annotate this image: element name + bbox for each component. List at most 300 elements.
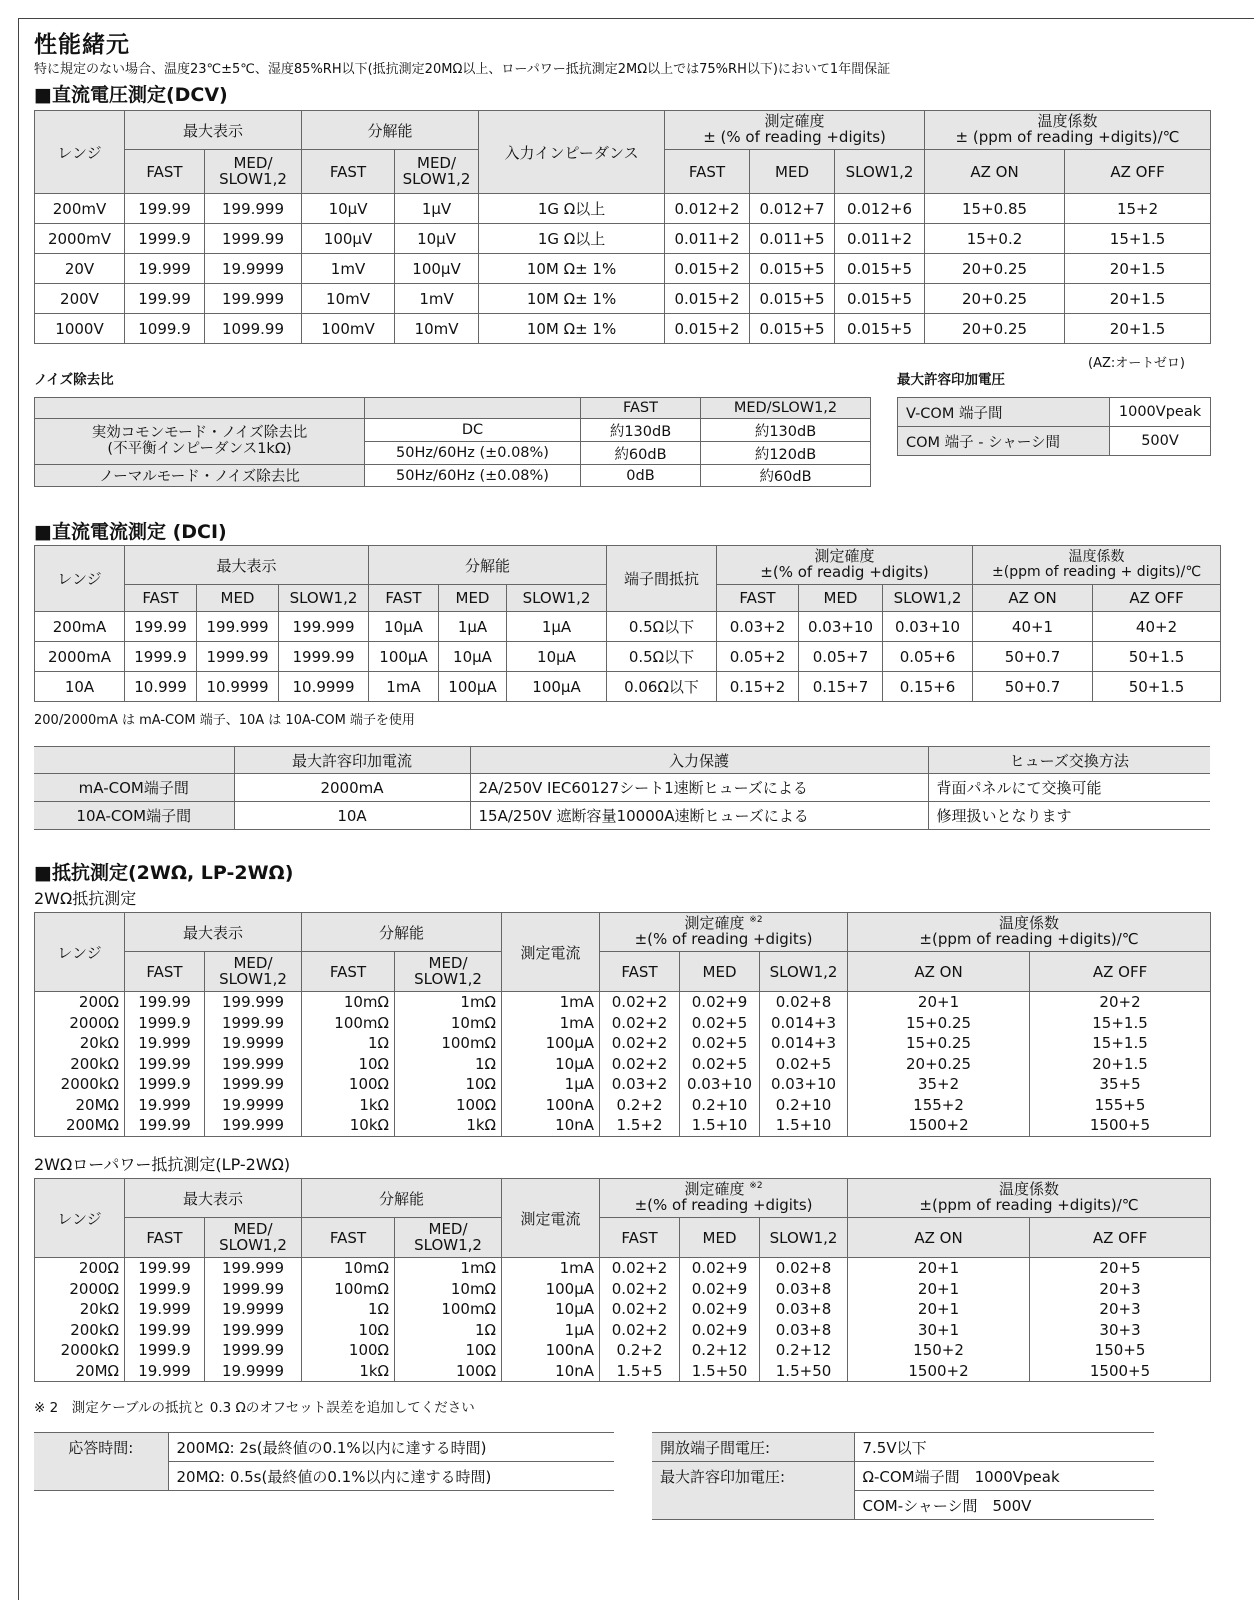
value-cell: 15+1.5 (1030, 1013, 1211, 1034)
value-cell: 0.03+10 (799, 612, 883, 642)
value-cell: 150+2 (848, 1340, 1030, 1361)
value-cell: 199.999 (205, 1115, 302, 1136)
range-cell: 20MΩ (35, 1095, 125, 1116)
value-cell: 1999.9 (125, 1074, 205, 1095)
value-cell: 100nA (502, 1095, 600, 1116)
value-cell: 100mΩ (302, 1279, 395, 1300)
value-cell: 100Ω (395, 1361, 502, 1382)
value-cell: 0.015+5 (835, 314, 925, 344)
value-cell: 0.2+12 (760, 1340, 848, 1361)
fuse-cell: 修理扱いとなります (928, 802, 1210, 830)
noise-cell: 約130dB (701, 419, 871, 442)
lp-col-max-display: 最大表示 (125, 1179, 302, 1218)
noise-cell: 0dB (581, 465, 701, 487)
fuse-table (34, 746, 1210, 830)
az-note: (AZ:オートゼロ) (1088, 356, 1185, 371)
value-cell: 20+1.5 (1065, 284, 1211, 314)
dcv-row (35, 194, 1211, 224)
value-cell: 199.99 (125, 194, 205, 224)
value-cell: 199.999 (205, 1054, 302, 1075)
noise-cell: 約130dB (581, 419, 701, 442)
value-cell: 50+0.7 (973, 672, 1093, 702)
value-cell: 100mΩ (395, 1299, 502, 1320)
value-cell: 0.03+8 (760, 1279, 848, 1300)
lp-col-resolution: 分解能 (302, 1179, 502, 1218)
dci-col-resolution: 分解能 (369, 546, 607, 585)
value-cell: 1999.9 (125, 642, 197, 672)
value-cell: 1999.99 (205, 224, 302, 254)
value-cell: 0.15+2 (717, 672, 799, 702)
lp-sub: FAST (302, 1218, 395, 1258)
value-cell: 0.02+8 (760, 1258, 848, 1279)
value-cell: 1500+2 (848, 1115, 1030, 1136)
value-cell: 1999.99 (205, 1340, 302, 1361)
dcv-col-impedance: 入力インピーダンス (479, 111, 665, 194)
value-cell: 10M Ω± 1% (479, 284, 665, 314)
value-cell: 0.2+10 (760, 1095, 848, 1116)
res-lp-row (35, 1361, 1211, 1382)
open-voltage-value: 7.5V以下 (854, 1433, 1154, 1462)
dci-sub: MED (197, 585, 279, 612)
value-cell: 0.015+5 (835, 254, 925, 284)
fuse-cell: 2000mA (234, 774, 470, 802)
value-cell: 15+0.2 (925, 224, 1065, 254)
dcv-table (34, 110, 1211, 344)
value-cell: 1.5+10 (760, 1115, 848, 1136)
dci-row (35, 672, 1221, 702)
value-cell: 0.012+2 (665, 194, 750, 224)
value-cell: 155+5 (1030, 1095, 1211, 1116)
response-table (34, 1432, 614, 1491)
range-cell: 20MΩ (35, 1361, 125, 1382)
dcv-sub-acc-fast: FAST (665, 150, 750, 194)
value-cell: 1mA (369, 672, 439, 702)
dci-col-terminal-res: 端子間抵抗 (607, 546, 717, 612)
value-cell: 0.02+5 (680, 1013, 760, 1034)
range-cell: 20V (35, 254, 125, 284)
value-cell: 30+3 (1030, 1320, 1211, 1341)
range-cell: 2000mA (35, 642, 125, 672)
noise-cell: 約60dB (701, 465, 871, 487)
res-2w-row (35, 1033, 1211, 1054)
fuse-col-protection: 入力保護 (470, 747, 928, 774)
dci-col-tempco: 温度係数 ±(ppm of reading + digits)/℃ (973, 546, 1221, 585)
res-sub: SLOW1,2 (760, 952, 848, 992)
dci-row (35, 612, 1221, 642)
lp-col-accuracy: 測定確度 $^{※2}$ ±(% of reading +digits) (600, 1179, 848, 1218)
value-cell: 1999.9 (125, 1279, 205, 1300)
value-cell: 199.999 (279, 612, 369, 642)
dci-col-range: レンジ (35, 546, 125, 612)
value-cell: 0.02+5 (680, 1033, 760, 1054)
noise-col-fast: FAST (581, 398, 701, 419)
value-cell: 100μA (502, 1033, 600, 1054)
value-cell: 20+0.25 (925, 254, 1065, 284)
value-cell: 1G Ω以上 (479, 224, 665, 254)
value-cell: 0.2+12 (680, 1340, 760, 1361)
noise-corner (35, 398, 365, 419)
value-cell: 10μV (302, 194, 395, 224)
res-lp-row (35, 1279, 1211, 1300)
lp-col-range: レンジ (35, 1179, 125, 1258)
max-voltage-value: 1000Vpeak (1110, 398, 1211, 427)
value-cell: 10.999 (125, 672, 197, 702)
dci-sub: MED (799, 585, 883, 612)
res-2w-table (34, 912, 1211, 1137)
value-cell: 20+1 (848, 992, 1030, 1013)
value-cell: 20+0.25 (848, 1054, 1030, 1075)
value-cell: 1.5+10 (680, 1115, 760, 1136)
value-cell: 1Ω (395, 1320, 502, 1341)
value-cell: 1mV (395, 284, 479, 314)
range-cell: 200Ω (35, 992, 125, 1013)
value-cell: 20+1.5 (1065, 314, 1211, 344)
value-cell: 0.05+2 (717, 642, 799, 672)
value-cell: 40+1 (973, 612, 1093, 642)
value-cell: 0.02+2 (600, 1279, 680, 1300)
dci-sub: FAST (717, 585, 799, 612)
noise-cmrr-label: 実効コモンモード・ノイズ除去比 (不平衡インピーダンス1kΩ) (35, 419, 365, 465)
range-cell: 2000kΩ (35, 1074, 125, 1095)
noise-table (34, 397, 871, 487)
value-cell: 100μA (439, 672, 507, 702)
value-cell: 1Ω (302, 1299, 395, 1320)
value-cell: 0.014+3 (760, 1033, 848, 1054)
value-cell: 20+2 (1030, 992, 1211, 1013)
value-cell: 1kΩ (395, 1115, 502, 1136)
value-cell: 10μA (439, 642, 507, 672)
dcv-sub-az-off: AZ OFF (1065, 150, 1211, 194)
value-cell: 1099.9 (125, 314, 205, 344)
value-cell: 50+1.5 (1093, 642, 1221, 672)
value-cell: 0.2+2 (600, 1340, 680, 1361)
dcv-sub-res-fast: FAST (302, 150, 395, 194)
value-cell: 199.999 (205, 1320, 302, 1341)
dci-table (34, 545, 1221, 702)
value-cell: 19.9999 (205, 1033, 302, 1054)
value-cell: 0.15+7 (799, 672, 883, 702)
fuse-cell: 10A-COM端子間 (34, 802, 234, 830)
dcv-col-max-display: 最大表示 (125, 111, 302, 150)
value-cell: 0.02+2 (600, 1258, 680, 1279)
range-cell: 2000mV (35, 224, 125, 254)
value-cell: 0.011+2 (835, 224, 925, 254)
range-cell: 200kΩ (35, 1320, 125, 1341)
value-cell: 199.99 (125, 612, 197, 642)
value-cell: 15+0.25 (848, 1013, 1030, 1034)
value-cell: 20+1 (848, 1299, 1030, 1320)
value-cell: 19.999 (125, 1361, 205, 1382)
value-cell: 199.99 (125, 284, 205, 314)
value-cell: 10M Ω± 1% (479, 254, 665, 284)
res-col-range: レンジ (35, 913, 125, 992)
range-cell: 2000Ω (35, 1013, 125, 1034)
range-cell: 10A (35, 672, 125, 702)
value-cell: 1999.9 (125, 224, 205, 254)
dcv-row (35, 224, 1211, 254)
value-cell: 10Ω (302, 1054, 395, 1075)
max-applied-value: COM-シャーシ間 500V (854, 1491, 1154, 1520)
value-cell: 0.15+6 (883, 672, 973, 702)
value-cell: 35+5 (1030, 1074, 1211, 1095)
range-cell: 200kΩ (35, 1054, 125, 1075)
value-cell: 199.999 (205, 194, 302, 224)
noise-nmrr-label: ノーマルモード・ノイズ除去比 (35, 465, 365, 487)
value-cell: 0.015+5 (750, 254, 835, 284)
value-cell: 0.2+2 (600, 1095, 680, 1116)
value-cell: 100μA (507, 672, 607, 702)
value-cell: 10mΩ (302, 1258, 395, 1279)
value-cell: 10.9999 (197, 672, 279, 702)
value-cell: 10mΩ (302, 992, 395, 1013)
value-cell: 10Ω (395, 1074, 502, 1095)
noise-col-med: MED/SLOW1,2 (701, 398, 871, 419)
value-cell: 0.03+10 (680, 1074, 760, 1095)
res-sub: AZ OFF (1030, 952, 1211, 992)
value-cell: 19.9999 (205, 254, 302, 284)
res-2w-row (35, 992, 1211, 1013)
value-cell: 199.999 (197, 612, 279, 642)
value-cell: 155+2 (848, 1095, 1030, 1116)
value-cell: 100nA (502, 1340, 600, 1361)
range-cell: 200V (35, 284, 125, 314)
value-cell: 199.999 (205, 1258, 302, 1279)
value-cell: 0.03+8 (760, 1320, 848, 1341)
dci-sub: FAST (369, 585, 439, 612)
value-cell: 20+5 (1030, 1258, 1211, 1279)
dci-sub: FAST (125, 585, 197, 612)
value-cell: 1099.99 (205, 314, 302, 344)
lp-sub: AZ OFF (1030, 1218, 1211, 1258)
value-cell: 0.02+9 (680, 1299, 760, 1320)
max-voltage-value: 500V (1110, 427, 1211, 456)
value-cell: 10μV (395, 224, 479, 254)
value-cell: 10nA (502, 1115, 600, 1136)
lp-sub: SLOW1,2 (760, 1218, 848, 1258)
page-title: 性能緒元 (34, 32, 130, 58)
value-cell: 10Ω (302, 1320, 395, 1341)
value-cell: 100Ω (395, 1095, 502, 1116)
value-cell: 1Ω (395, 1054, 502, 1075)
value-cell: 1999.9 (125, 1013, 205, 1034)
max-voltage-table (897, 397, 1211, 456)
dcv-col-range: レンジ (35, 111, 125, 194)
noise-cell: 約60dB (581, 442, 701, 465)
range-cell: 20kΩ (35, 1299, 125, 1320)
res-col-max-display: 最大表示 (125, 913, 302, 952)
value-cell: 150+5 (1030, 1340, 1211, 1361)
value-cell: 30+1 (848, 1320, 1030, 1341)
response-label: 応答時間: (34, 1433, 168, 1491)
value-cell: 15+1.5 (1065, 224, 1211, 254)
res-col-tempco: 温度係数 ±(ppm of reading +digits)/℃ (848, 913, 1211, 952)
lp-sub: FAST (600, 1218, 680, 1258)
value-cell: 100μA (502, 1279, 600, 1300)
dcv-sub-acc-med: MED (750, 150, 835, 194)
value-cell: 0.015+2 (665, 254, 750, 284)
lp-sub: MED/ SLOW1,2 (395, 1218, 502, 1258)
dci-sub: SLOW1,2 (507, 585, 607, 612)
value-cell: 1mA (502, 1258, 600, 1279)
response-line: 20MΩ: 0.5s(最終値の0.1%以内に達する時間) (168, 1462, 614, 1491)
page-subtitle: 特に規定のない場合、温度23℃±5℃、湿度85%RH以下(抵抗測定20MΩ以上、ローパワー抵抗測定2MΩ以上では75%RH以下)において1年間保証 (34, 62, 891, 77)
noise-heading: ノイズ除去比 (34, 372, 114, 388)
value-cell: 50+0.7 (973, 642, 1093, 672)
range-cell: 20kΩ (35, 1033, 125, 1054)
value-cell: 0.015+2 (665, 284, 750, 314)
value-cell: 100mΩ (395, 1033, 502, 1054)
value-cell: 0.02+2 (600, 1033, 680, 1054)
value-cell: 1kΩ (302, 1095, 395, 1116)
fuse-cell: 2A/250V IEC60127シート1速断ヒューズによる (470, 774, 928, 802)
value-cell: 1mA (502, 992, 600, 1013)
dcv-sub-fast: FAST (125, 150, 205, 194)
value-cell: 0.02+5 (680, 1054, 760, 1075)
range-cell: 2000Ω (35, 1279, 125, 1300)
value-cell: 1G Ω以上 (479, 194, 665, 224)
value-cell: 1mV (302, 254, 395, 284)
res-2w-row (35, 1074, 1211, 1095)
res-heading: ■抵抗測定(2WΩ, LP-2WΩ) (34, 862, 294, 884)
value-cell: 0.02+9 (680, 1320, 760, 1341)
value-cell: 19.999 (125, 1299, 205, 1320)
dci-row (35, 642, 1221, 672)
value-cell: 10Ω (395, 1340, 502, 1361)
fuse-cell: 背面パネルにて交換可能 (928, 774, 1210, 802)
res-lp-row (35, 1258, 1211, 1279)
fuse-col-max-current: 最大許容印加電流 (234, 747, 470, 774)
value-cell: 1μA (502, 1074, 600, 1095)
value-cell: 0.02+2 (600, 992, 680, 1013)
fuse-col-fuse-replace: ヒューズ交換方法 (928, 747, 1210, 774)
value-cell: 0.012+7 (750, 194, 835, 224)
value-cell: 0.02+2 (600, 1299, 680, 1320)
value-cell: 19.9999 (205, 1299, 302, 1320)
value-cell: 1500+2 (848, 1361, 1030, 1382)
value-cell: 35+2 (848, 1074, 1030, 1095)
value-cell: 0.015+5 (835, 284, 925, 314)
res-lp-row (35, 1299, 1211, 1320)
value-cell: 10μA (369, 612, 439, 642)
value-cell: 10M Ω± 1% (479, 314, 665, 344)
value-cell: 0.02+9 (680, 1258, 760, 1279)
value-cell: 0.5Ω以下 (607, 642, 717, 672)
value-cell: 0.03+10 (883, 612, 973, 642)
value-cell: 0.5Ω以下 (607, 612, 717, 642)
value-cell: 0.05+6 (883, 642, 973, 672)
value-cell: 10mΩ (395, 1013, 502, 1034)
value-cell: 1500+5 (1030, 1361, 1211, 1382)
value-cell: 1.5+50 (760, 1361, 848, 1382)
res-sub: FAST (125, 952, 205, 992)
dcv-heading: ■直流電圧測定(DCV) (34, 84, 228, 106)
value-cell: 0.06Ω以下 (607, 672, 717, 702)
value-cell: 0.05+7 (799, 642, 883, 672)
value-cell: 1mΩ (395, 992, 502, 1013)
dci-heading: ■直流電流測定 (DCI) (34, 521, 227, 543)
value-cell: 1μA (507, 612, 607, 642)
res-col-current: 測定電流 (502, 913, 600, 992)
value-cell: 0.011+2 (665, 224, 750, 254)
value-cell: 1999.99 (197, 642, 279, 672)
value-cell: 0.03+2 (600, 1074, 680, 1095)
value-cell: 199.99 (125, 1054, 205, 1075)
lp-col-tempco: 温度係数 ±(ppm of reading +digits)/℃ (848, 1179, 1211, 1218)
lp-col-current: 測定電流 (502, 1179, 600, 1258)
value-cell: 1999.99 (205, 1279, 302, 1300)
value-cell: 1.5+5 (600, 1361, 680, 1382)
value-cell: 199.999 (205, 992, 302, 1013)
value-cell: 199.99 (125, 992, 205, 1013)
dcv-sub-az-on: AZ ON (925, 150, 1065, 194)
value-cell: 0.015+5 (750, 284, 835, 314)
value-cell: 1μA (502, 1320, 600, 1341)
res-sub: AZ ON (848, 952, 1030, 992)
dci-sub: MED (439, 585, 507, 612)
res-sub: MED/ SLOW1,2 (205, 952, 302, 992)
noise-corner-2 (365, 398, 581, 419)
value-cell: 10mV (302, 284, 395, 314)
res-lp-table (34, 1178, 1211, 1382)
fuse-cell: 15A/250V 遮断容量10000A速断ヒューズによる (470, 802, 928, 830)
fuse-cell: mA-COM端子間 (34, 774, 234, 802)
value-cell: 199.99 (125, 1258, 205, 1279)
value-cell: 20+0.25 (925, 284, 1065, 314)
value-cell: 19.999 (125, 254, 205, 284)
range-cell: 1000V (35, 314, 125, 344)
dci-sub: SLOW1,2 (279, 585, 369, 612)
value-cell: 15+0.25 (848, 1033, 1030, 1054)
dci-note: 200/2000mA は mA-COM 端子、10A は 10A-COM 端子を使用 (34, 713, 415, 728)
noise-cell: 50Hz/60Hz (±0.08%) (365, 442, 581, 465)
max-voltage-label: COM 端子 - シャーシ間 (898, 427, 1110, 456)
max-applied-label: 最大許容印加電圧: (652, 1462, 854, 1520)
value-cell: 1999.99 (205, 1074, 302, 1095)
open-voltage-label: 開放端子間電圧: (652, 1433, 854, 1462)
value-cell: 1kΩ (302, 1361, 395, 1382)
value-cell: 10μA (502, 1054, 600, 1075)
value-cell: 50+1.5 (1093, 672, 1221, 702)
value-cell: 199.99 (125, 1115, 205, 1136)
value-cell: 1μA (439, 612, 507, 642)
res-lp-row (35, 1320, 1211, 1341)
dcv-col-resolution: 分解能 (302, 111, 479, 150)
value-cell: 10kΩ (302, 1115, 395, 1136)
res-footnote: ※ 2 測定ケーブルの抵抗と 0.3 Ωのオフセット誤差を追加してください (34, 1400, 475, 1416)
value-cell: 19.999 (125, 1033, 205, 1054)
value-cell: 0.03+2 (717, 612, 799, 642)
value-cell: 1999.99 (279, 642, 369, 672)
value-cell: 40+2 (1093, 612, 1221, 642)
value-cell: 0.015+5 (750, 314, 835, 344)
res-lp-row (35, 1340, 1211, 1361)
value-cell: 1.5+2 (600, 1115, 680, 1136)
value-cell: 1999.9 (125, 1340, 205, 1361)
dcv-col-accuracy: 測定確度 ± (% of reading +digits) (665, 111, 925, 150)
value-cell: 10.9999 (279, 672, 369, 702)
value-cell: 199.999 (205, 284, 302, 314)
value-cell: 0.012+6 (835, 194, 925, 224)
value-cell: 20+1.5 (1065, 254, 1211, 284)
dcv-sub-med-slow: MED/ SLOW1,2 (205, 150, 302, 194)
value-cell: 0.03+10 (760, 1074, 848, 1095)
range-cell: 200MΩ (35, 1115, 125, 1136)
range-cell: 200mV (35, 194, 125, 224)
value-cell: 100Ω (302, 1340, 395, 1361)
value-cell: 10nA (502, 1361, 600, 1382)
res-col-accuracy: 測定確度 $^{※2}$ ±(% of reading +digits) (600, 913, 848, 952)
value-cell: 19.9999 (205, 1361, 302, 1382)
